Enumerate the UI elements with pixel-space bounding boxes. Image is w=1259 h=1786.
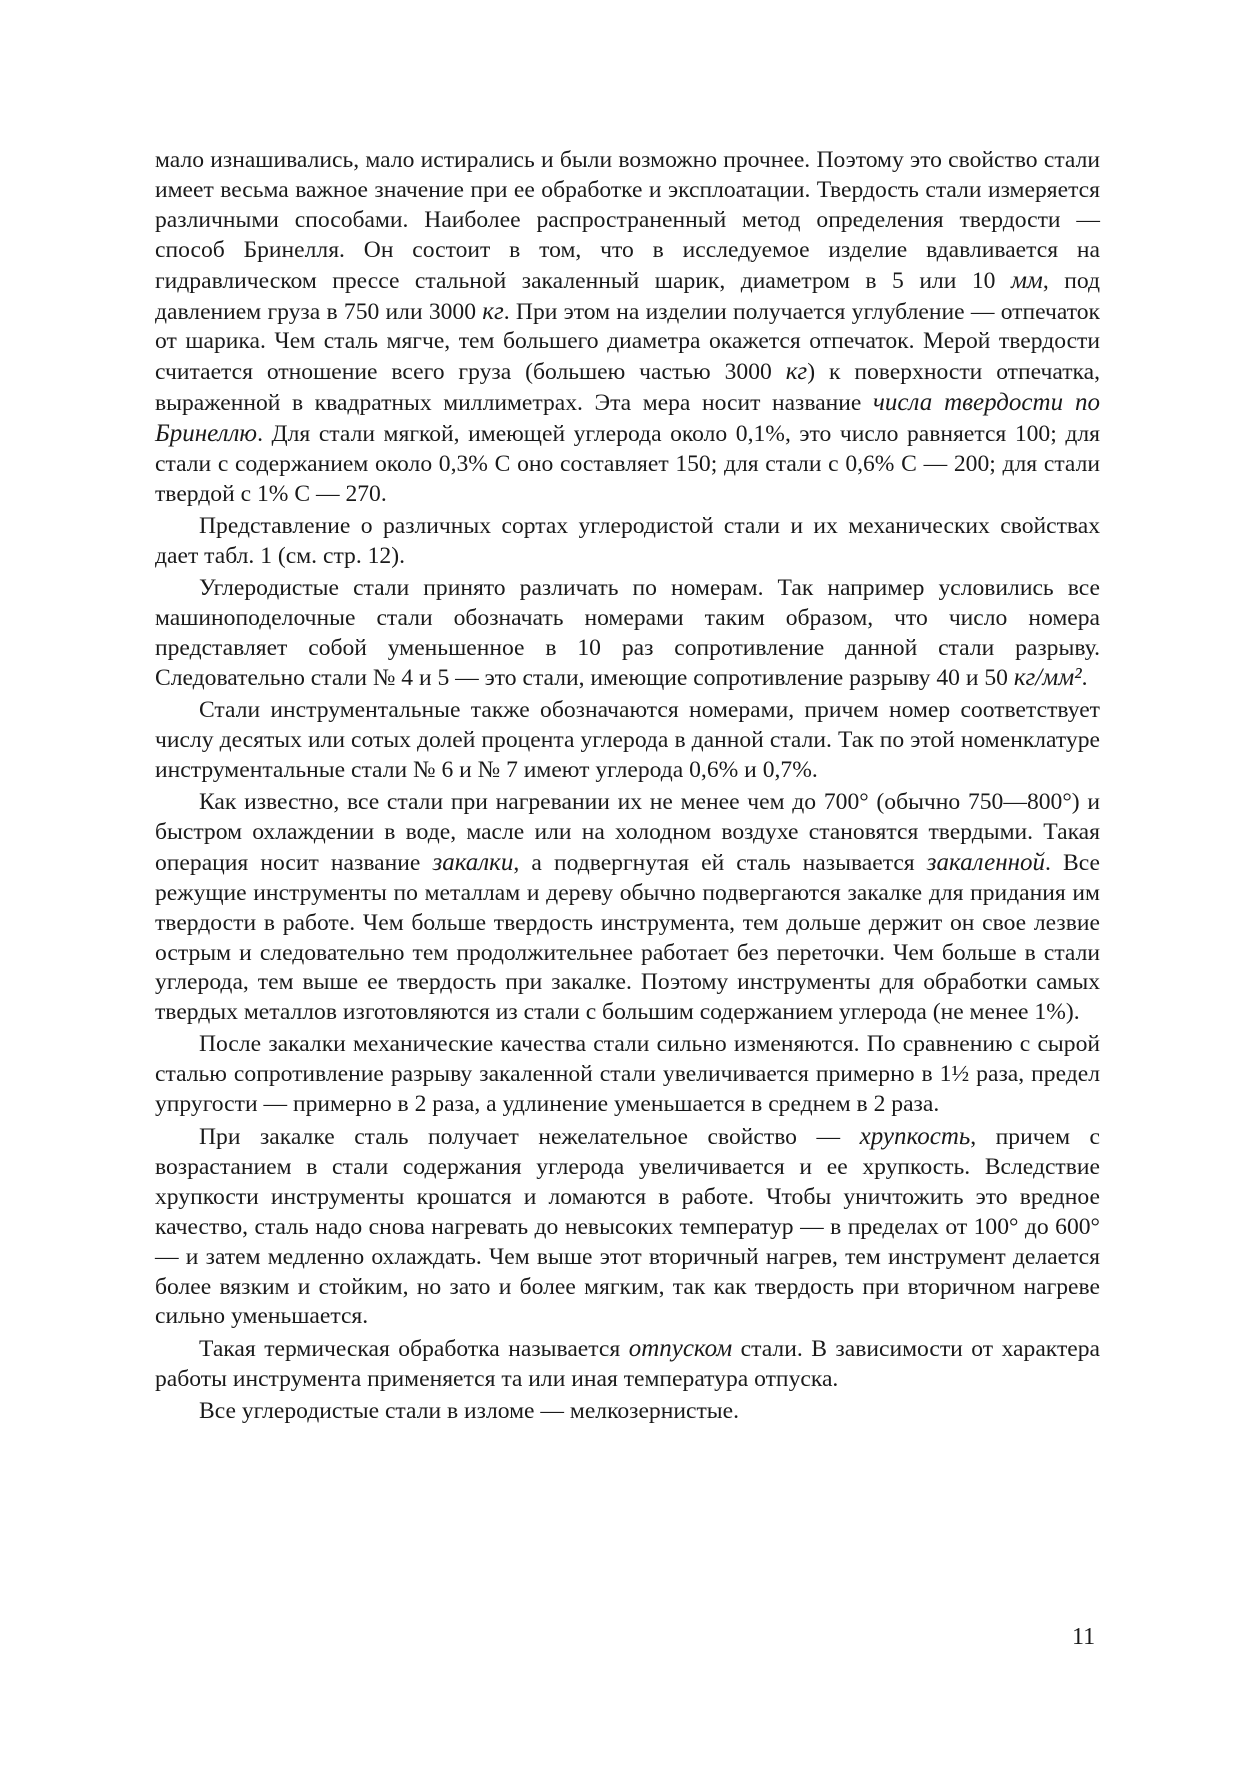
text-run: Углеродистые стали принято различать по номерам. Так например условились все машиноподелочные стали обозначать номерами таким образом, что число номера представляет собой уменьшенное в 10 раз сопротивление данной стали разрыву. Следовательно стали № 4 и 5 — это стали, имеющие сопротивление разрыву 40 и 50 — [155, 574, 1100, 692]
text-run: . Все режущие инструменты по металлам и дереву обычно подвергаются закалке для придания им твердости в работе. Чем больше твердость инструмента, тем дольше держит он свое лезвие острым и следовательно тем продолжительнее работает без переточки. Чем больше в стали углерода, тем выше ее твердость при закалке. Поэтому инструменты для обработки самых твердых металлов изготовляются из стали с большим содержанием углерода (не менее 1%). — [155, 849, 1100, 1026]
italic-term: закаленной — [926, 848, 1046, 876]
paragraph-5 — [155, 788, 1100, 1028]
italic-term: отпуском — [628, 1335, 733, 1363]
text-run: При закалке сталь получает нежелательное свойство — — [199, 1124, 860, 1150]
text-run: , под давлением груза в 750 или 3000 — [155, 267, 1101, 325]
text-run: Все углеродистые стали в изломе — мелкозернистые. — [199, 1398, 739, 1425]
text-run: Такая термическая обработка называется — [199, 1336, 629, 1363]
text-run: , а подвергнутая ей сталь называется — [513, 849, 927, 876]
page-number: 11 — [1072, 1624, 1096, 1650]
paragraph-1 — [155, 146, 1100, 510]
paragraph-3 — [155, 574, 1100, 695]
paragraph-9 — [155, 1397, 1100, 1427]
text-run: . При этом на изделии получается углубление — отпечаток от шарика. Чем сталь мягче, тем большего диаметра окажется отпечаток. Мерой твердости считается отношение всего груза (большею частью 3000 — [155, 298, 1100, 386]
text-run: , причем с возрастанием в стали содержания углерода увеличивается и ее хрупкость. Вследствие хрупкости инструменты крошатся и ломаются в работе. Чтобы уничтожить это вредное качество, сталь надо снова нагревать до невысоких температур — в пределах от 100° до 600° — и затем медленно охлаждать. Чем выше этот вторичный нагрев, тем инструмент делается более вязким и стойким, но зато и более мягким, так как твердость при вторичном нагреве сильно уменьшается. — [155, 1124, 1100, 1330]
italic-term: кг — [482, 297, 504, 325]
text-run: . Для стали мягкой, имеющей углерода около 0,1%, это число равняется 100; для стали с содержанием около 0,3% С оно составляет 150; для стали с 0,6% С — 200; для стали твердой с 1% С — 270. — [155, 421, 1100, 507]
text-run: Стали инструментальные также обозначаются номерами, причем номер соответствует числу десятых или сотых долей процента углерода в данной стали. Так по этой номенклатуре инструментальные стали № 6 и № 7 имеют углерода 0,6% и 0,7%. — [155, 697, 1100, 784]
italic-term: числа твердости по Бринеллю — [155, 389, 1101, 448]
paragraph-6 — [155, 1030, 1100, 1120]
italic-term: закалки — [432, 848, 514, 876]
text-run: Представление о различных сортах углеродистой стали и их механических свойствах дает табл. 1 (см. стр. 12). — [155, 512, 1100, 569]
paragraph-2 — [155, 512, 1100, 572]
text-run: мало изнашивались, мало истирались и были возможно прочнее. Поэтому это свойство стали имеет весьма важное значение при ее обработке и эксплоатации. Твердость стали измеряется различными способами. Наиболее распространенный метод определения твердости — способ Бринелля. Он состоит в том, что в исследуемое изделие вдавливается на гидравлическом прессе стальной закаленный шарик, диаметром в 5 или 10 — [155, 147, 1100, 294]
paragraph-8 — [155, 1334, 1100, 1395]
italic-term: хрупкость — [859, 1123, 971, 1150]
italic-term: кг — [785, 358, 808, 386]
paragraph-7 — [155, 1122, 1100, 1332]
text-run: . — [1081, 665, 1088, 692]
text-run: ) к поверхности отпечатка, выраженной в квадратных миллиметрах. Эта мера носит название — [155, 359, 1101, 417]
paragraph-4 — [155, 696, 1100, 786]
text-run: После закалки механические качества стали сильно изменяются. По сравнению с сырой сталью сопротивление разрыву закаленной стали увеличивается примерно в 1½ раза, предел упругости — примерно в 2 раза, а удлинение уменьшается в среднем в 2 раза. — [155, 1031, 1100, 1118]
text-run: Как известно, все стали при нагревании их не менее чем до 700° (обычно 750—800°) и быстром охлаждении в воде, масле или на холодном воздухе становятся твердыми. Такая операция носит название — [155, 789, 1100, 876]
page-body — [155, 146, 1100, 1427]
italic-term: кг/мм² — [1013, 664, 1082, 692]
italic-term: мм — [1010, 266, 1043, 294]
text-run: стали. В зависимости от характера работы инструмента применяется та или иная температура отпуска. — [155, 1336, 1100, 1393]
